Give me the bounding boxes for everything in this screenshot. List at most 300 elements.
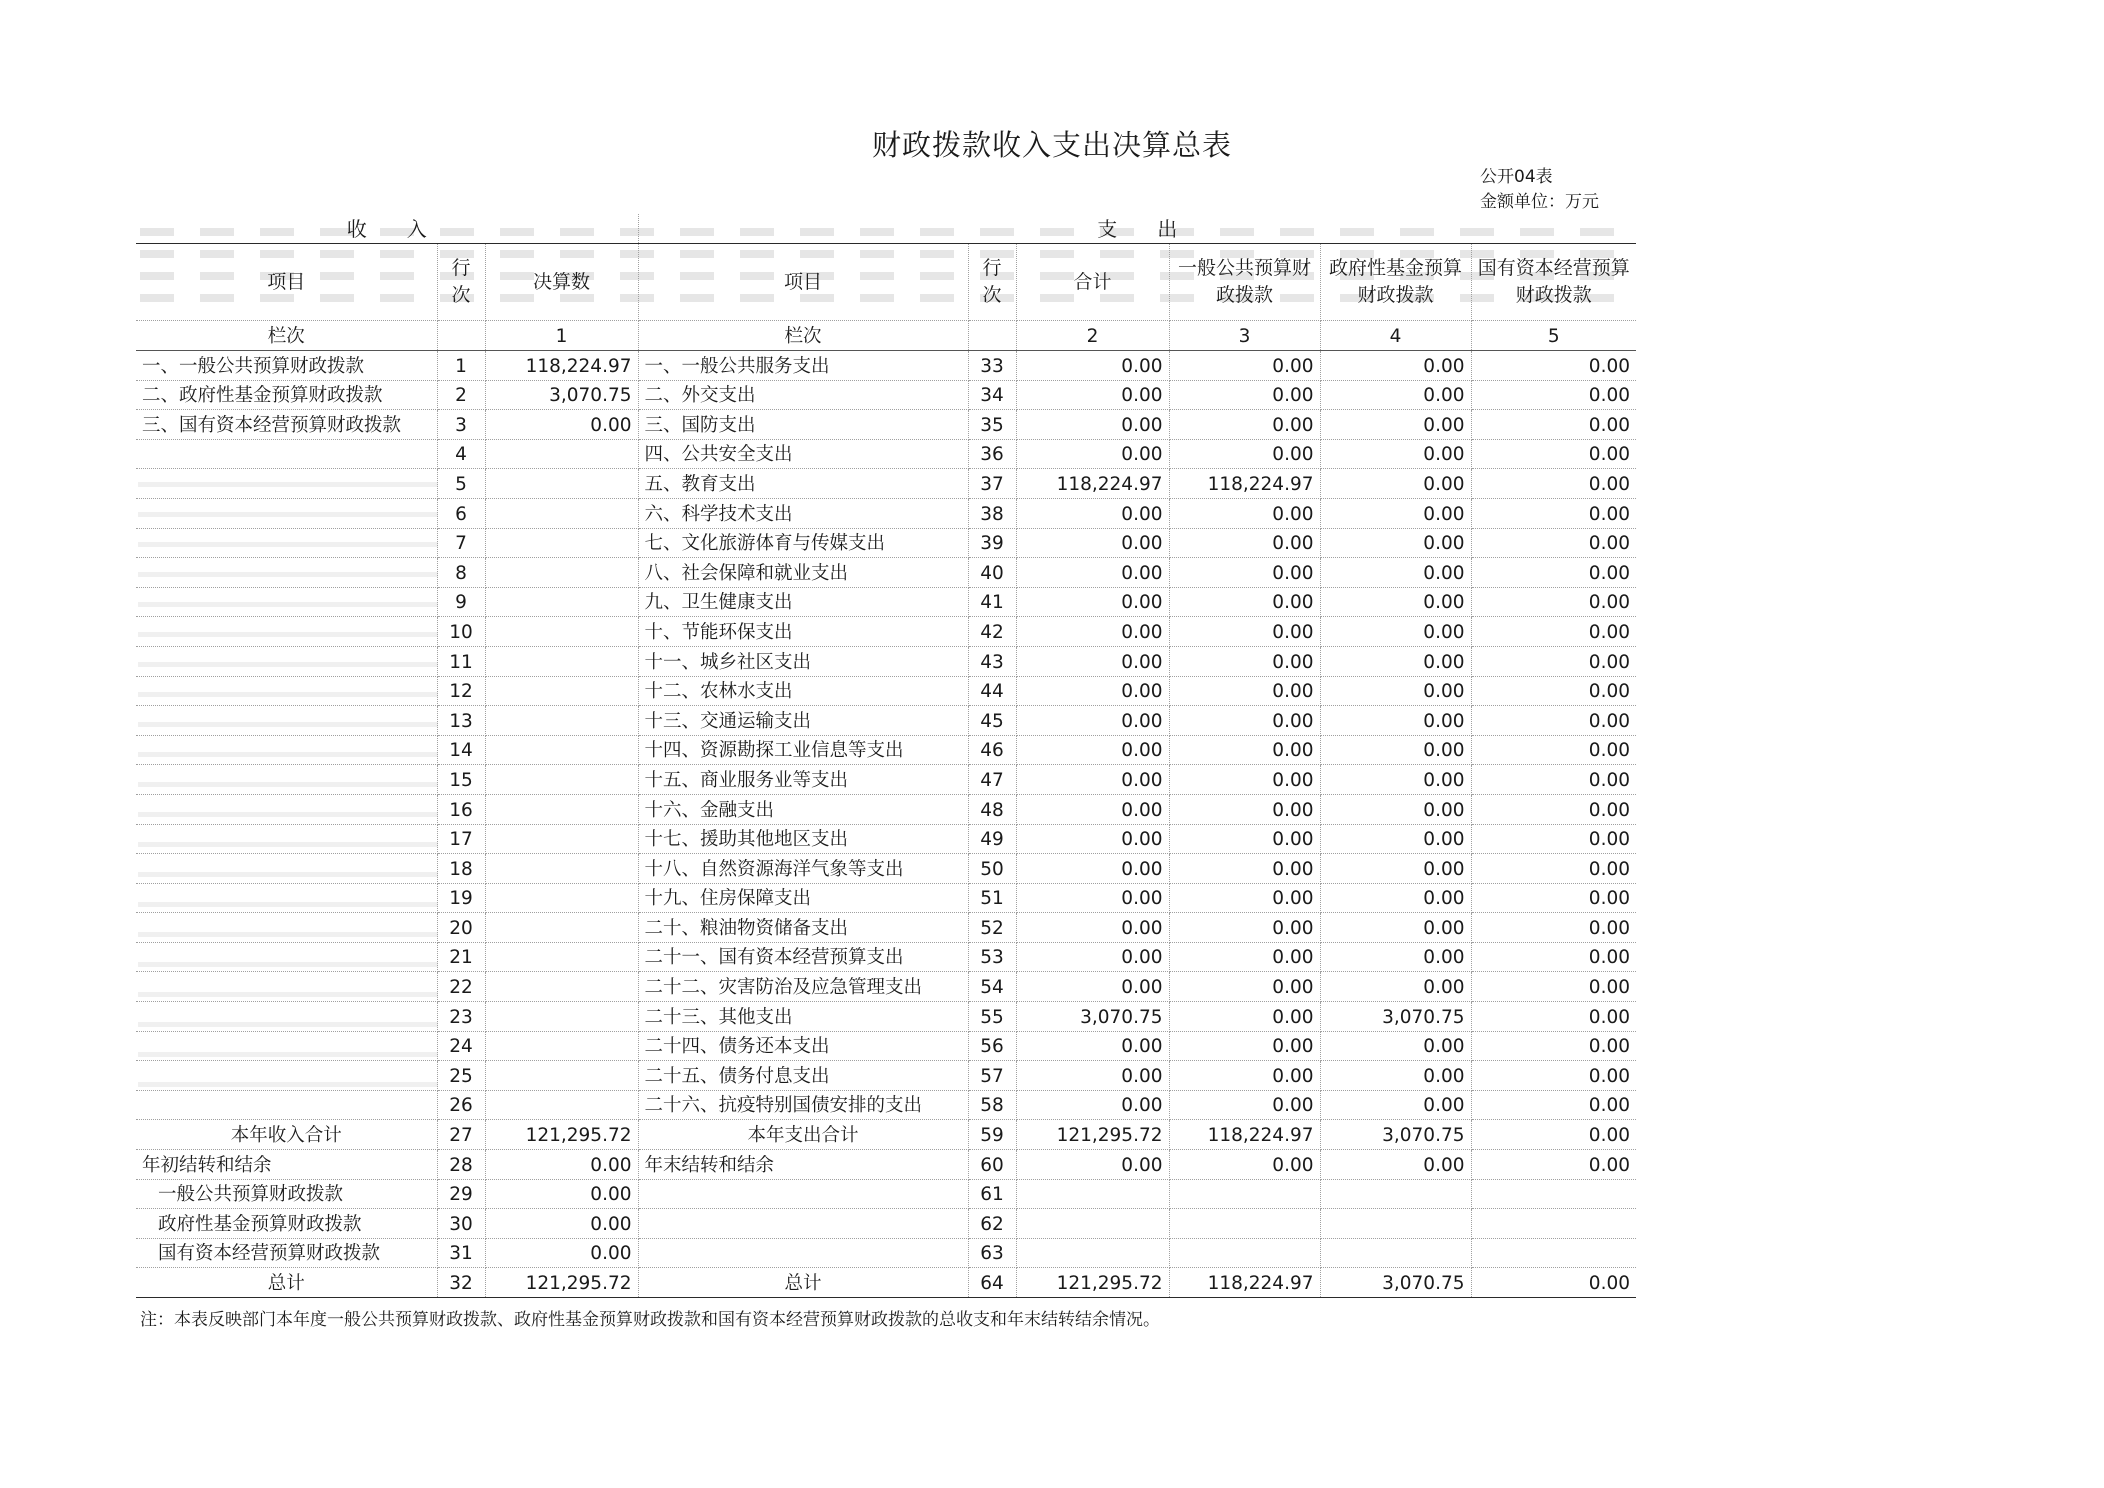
expense-row-number: 51 — [968, 883, 1016, 913]
section-header-row — [136, 214, 1636, 244]
expense-total: 0.00 — [1016, 913, 1169, 943]
income-amount — [485, 498, 638, 528]
expense-total — [1016, 1179, 1169, 1209]
expense-item: 二、外交支出 — [638, 380, 968, 410]
state-capital-amount: 0.00 — [1471, 1090, 1636, 1120]
general-budget-amount: 0.00 — [1169, 380, 1320, 410]
income-item — [136, 913, 437, 943]
gov-fund-amount: 3,070.75 — [1320, 1120, 1471, 1150]
income-row-number: 1 — [437, 351, 485, 381]
table-row — [136, 1002, 1636, 1032]
expense-item: 一、一般公共服务支出 — [638, 351, 968, 381]
table-row — [136, 1120, 1636, 1150]
general-budget-amount: 0.00 — [1169, 676, 1320, 706]
income-item — [136, 706, 437, 736]
general-budget-amount: 118,224.97 — [1169, 1268, 1320, 1298]
state-capital-amount — [1471, 1179, 1636, 1209]
gov-fund-amount: 3,070.75 — [1320, 1268, 1471, 1298]
expense-total: 0.00 — [1016, 676, 1169, 706]
table-row — [136, 498, 1636, 528]
expense-row-number: 37 — [968, 469, 1016, 499]
expense-item-header: 项目 — [638, 244, 968, 321]
general-budget-amount: 0.00 — [1169, 706, 1320, 736]
table-row — [136, 439, 1636, 469]
income-item: 政府性基金预算财政拨款 — [136, 1209, 437, 1239]
income-row-number: 11 — [437, 646, 485, 676]
income-amount — [485, 824, 638, 854]
table-row — [136, 646, 1636, 676]
table-row — [136, 587, 1636, 617]
expense-total — [1016, 1209, 1169, 1239]
gov-fund-amount: 0.00 — [1320, 972, 1471, 1002]
income-col-label: 栏次 — [136, 321, 437, 351]
expense-row-number: 50 — [968, 854, 1016, 884]
table-row — [136, 824, 1636, 854]
table-row — [136, 854, 1636, 884]
income-amount — [485, 646, 638, 676]
expense-row-number: 36 — [968, 439, 1016, 469]
table-row — [136, 380, 1636, 410]
income-row-number: 24 — [437, 1031, 485, 1061]
expense-row-number: 58 — [968, 1090, 1016, 1120]
expense-row-header: 行次 — [968, 244, 1016, 321]
expense-item: 十五、商业服务业等支出 — [638, 765, 968, 795]
expense-row-number: 39 — [968, 528, 1016, 558]
expense-total: 0.00 — [1016, 439, 1169, 469]
general-budget-amount — [1169, 1209, 1320, 1239]
expense-row-number: 56 — [968, 1031, 1016, 1061]
income-row-number: 16 — [437, 794, 485, 824]
expense-item: 十二、农林水支出 — [638, 676, 968, 706]
expense-section-label: 支 出 — [638, 214, 1636, 244]
income-amount: 0.00 — [485, 1238, 638, 1268]
expense-total — [1016, 1238, 1169, 1268]
state-capital-amount: 0.00 — [1471, 617, 1636, 647]
expense-total: 0.00 — [1016, 854, 1169, 884]
table-row — [136, 1061, 1636, 1091]
income-item: 一、一般公共预算财政拨款 — [136, 351, 437, 381]
table-row — [136, 558, 1636, 588]
general-budget-amount: 0.00 — [1169, 824, 1320, 854]
gov-fund-amount — [1320, 1238, 1471, 1268]
expense-total: 0.00 — [1016, 794, 1169, 824]
income-amount — [485, 1061, 638, 1091]
gov-fund-amount: 0.00 — [1320, 528, 1471, 558]
gov-fund-amount: 0.00 — [1320, 380, 1471, 410]
income-item — [136, 646, 437, 676]
income-row-number: 28 — [437, 1150, 485, 1180]
col-number-2: 2 — [1016, 321, 1169, 351]
income-item — [136, 558, 437, 588]
expense-item: 二十五、债务付息支出 — [638, 1061, 968, 1091]
general-budget-amount: 0.00 — [1169, 1031, 1320, 1061]
income-row-number: 25 — [437, 1061, 485, 1091]
table-row — [136, 1179, 1636, 1209]
expense-item: 十三、交通运输支出 — [638, 706, 968, 736]
general-budget-amount: 0.00 — [1169, 528, 1320, 558]
income-item: 一般公共预算财政拨款 — [136, 1179, 437, 1209]
gov-fund-amount: 0.00 — [1320, 410, 1471, 440]
state-capital-amount: 0.00 — [1471, 528, 1636, 558]
state-capital-amount: 0.00 — [1471, 1031, 1636, 1061]
expense-total: 0.00 — [1016, 1061, 1169, 1091]
expense-item: 十九、住房保障支出 — [638, 883, 968, 913]
income-amount — [485, 1031, 638, 1061]
income-amount — [485, 706, 638, 736]
expense-item: 五、教育支出 — [638, 469, 968, 499]
income-section-label: 收 入 — [136, 214, 638, 244]
general-budget-amount: 0.00 — [1169, 883, 1320, 913]
expense-total: 0.00 — [1016, 351, 1169, 381]
income-amount — [485, 587, 638, 617]
income-amount-header: 决算数 — [485, 244, 638, 321]
income-amount: 0.00 — [485, 410, 638, 440]
income-row-number: 29 — [437, 1179, 485, 1209]
expense-total: 0.00 — [1016, 765, 1169, 795]
expense-row-number: 40 — [968, 558, 1016, 588]
income-amount — [485, 1090, 638, 1120]
expense-item: 六、科学技术支出 — [638, 498, 968, 528]
income-amount: 3,070.75 — [485, 380, 638, 410]
income-item — [136, 676, 437, 706]
gov-fund-amount: 0.00 — [1320, 646, 1471, 676]
state-capital-amount: 0.00 — [1471, 735, 1636, 765]
expense-item: 二十四、债务还本支出 — [638, 1031, 968, 1061]
income-row-number: 19 — [437, 883, 485, 913]
expense-row-number: 45 — [968, 706, 1016, 736]
expense-total: 0.00 — [1016, 942, 1169, 972]
state-capital-amount: 0.00 — [1471, 1268, 1636, 1298]
expense-row-number: 41 — [968, 587, 1016, 617]
state-capital-amount: 0.00 — [1471, 913, 1636, 943]
expense-total: 121,295.72 — [1016, 1120, 1169, 1150]
gov-fund-amount: 0.00 — [1320, 854, 1471, 884]
general-budget-amount: 118,224.97 — [1169, 1120, 1320, 1150]
income-row-number: 17 — [437, 824, 485, 854]
gov-fund-amount: 0.00 — [1320, 1150, 1471, 1180]
gov-fund-amount: 0.00 — [1320, 942, 1471, 972]
income-row-number: 14 — [437, 735, 485, 765]
gov-fund-amount: 3,070.75 — [1320, 1002, 1471, 1032]
income-item: 年初结转和结余 — [136, 1150, 437, 1180]
general-budget-amount: 0.00 — [1169, 972, 1320, 1002]
general-budget-amount: 0.00 — [1169, 617, 1320, 647]
income-row-number: 2 — [437, 380, 485, 410]
gov-fund-amount: 0.00 — [1320, 1090, 1471, 1120]
income-item — [136, 824, 437, 854]
income-row-number: 6 — [437, 498, 485, 528]
page-title: 财政拨款收入支出决算总表 — [871, 128, 1232, 162]
expense-row-number: 42 — [968, 617, 1016, 647]
gov-fund-amount: 0.00 — [1320, 558, 1471, 588]
gov-fund-amount: 0.00 — [1320, 469, 1471, 499]
expense-item: 十、节能环保支出 — [638, 617, 968, 647]
expense-item: 七、文化旅游体育与传媒支出 — [638, 528, 968, 558]
income-amount: 0.00 — [485, 1150, 638, 1180]
expense-total: 0.00 — [1016, 410, 1169, 440]
column-number-row — [136, 321, 1636, 351]
general-budget-amount: 0.00 — [1169, 1150, 1320, 1180]
expense-row-number: 64 — [968, 1268, 1016, 1298]
general-budget-amount: 0.00 — [1169, 410, 1320, 440]
expense-row-number: 43 — [968, 646, 1016, 676]
state-capital-amount: 0.00 — [1471, 380, 1636, 410]
income-item: 国有资本经营预算财政拨款 — [136, 1238, 437, 1268]
expense-item: 二十二、灾害防治及应急管理支出 — [638, 972, 968, 1002]
income-amount — [485, 617, 638, 647]
income-amount — [485, 558, 638, 588]
state-capital-amount: 0.00 — [1471, 646, 1636, 676]
state-capital-amount: 0.00 — [1471, 587, 1636, 617]
expense-item: 十四、资源勘探工业信息等支出 — [638, 735, 968, 765]
expense-item: 八、社会保障和就业支出 — [638, 558, 968, 588]
income-amount — [485, 942, 638, 972]
income-row-number: 9 — [437, 587, 485, 617]
state-capital-amount: 0.00 — [1471, 351, 1636, 381]
expense-total: 0.00 — [1016, 883, 1169, 913]
gov-fund-amount: 0.00 — [1320, 706, 1471, 736]
state-capital-amount: 0.00 — [1471, 854, 1636, 884]
expense-item: 十八、自然资源海洋气象等支出 — [638, 854, 968, 884]
expense-total: 0.00 — [1016, 646, 1169, 676]
income-amount — [485, 972, 638, 1002]
income-item — [136, 1002, 437, 1032]
expense-total: 0.00 — [1016, 558, 1169, 588]
expense-total: 0.00 — [1016, 587, 1169, 617]
column-header-row — [136, 244, 1636, 321]
income-item — [136, 794, 437, 824]
income-row-number: 10 — [437, 617, 485, 647]
table-row — [136, 617, 1636, 647]
expense-col-blank — [968, 321, 1016, 351]
table-row — [136, 706, 1636, 736]
income-item — [136, 439, 437, 469]
income-amount — [485, 913, 638, 943]
income-amount: 121,295.72 — [485, 1268, 638, 1298]
general-budget-amount — [1169, 1179, 1320, 1209]
expense-item: 三、国防支出 — [638, 410, 968, 440]
gov-fund-amount: 0.00 — [1320, 351, 1471, 381]
general-budget-amount: 0.00 — [1169, 439, 1320, 469]
gov-fund-amount — [1320, 1209, 1471, 1239]
expense-total: 0.00 — [1016, 617, 1169, 647]
income-item-header: 项目 — [136, 244, 437, 321]
expense-row-number: 44 — [968, 676, 1016, 706]
income-item: 本年收入合计 — [136, 1120, 437, 1150]
general-budget-amount: 0.00 — [1169, 765, 1320, 795]
expense-total: 0.00 — [1016, 1150, 1169, 1180]
income-row-number: 13 — [437, 706, 485, 736]
income-row-number: 5 — [437, 469, 485, 499]
table-row — [136, 972, 1636, 1002]
income-amount: 118,224.97 — [485, 351, 638, 381]
col-number-4: 4 — [1320, 321, 1471, 351]
expense-row-number: 57 — [968, 1061, 1016, 1091]
income-item — [136, 854, 437, 884]
expense-row-number: 55 — [968, 1002, 1016, 1032]
general-budget-amount: 0.00 — [1169, 558, 1320, 588]
income-row-header: 行次 — [437, 244, 485, 321]
gov-fund-amount: 0.00 — [1320, 765, 1471, 795]
expense-item: 年末结转和结余 — [638, 1150, 968, 1180]
income-col-blank — [437, 321, 485, 351]
income-item — [136, 617, 437, 647]
expense-total: 0.00 — [1016, 498, 1169, 528]
income-amount — [485, 765, 638, 795]
expense-row-number: 61 — [968, 1179, 1016, 1209]
table-row — [136, 469, 1636, 499]
income-row-number: 30 — [437, 1209, 485, 1239]
income-row-number: 32 — [437, 1268, 485, 1298]
expense-row-number: 47 — [968, 765, 1016, 795]
expense-row-number: 48 — [968, 794, 1016, 824]
expense-row-number: 38 — [968, 498, 1016, 528]
state-capital-amount: 0.00 — [1471, 439, 1636, 469]
table-row — [136, 676, 1636, 706]
income-item — [136, 883, 437, 913]
general-budget-amount: 0.00 — [1169, 913, 1320, 943]
expense-row-number: 62 — [968, 1209, 1016, 1239]
general-budget-amount: 0.00 — [1169, 498, 1320, 528]
state-capital-amount: 0.00 — [1471, 1150, 1636, 1180]
state-capital-header: 国有资本经营预算财政拨款 — [1471, 244, 1636, 321]
expense-total: 0.00 — [1016, 1031, 1169, 1061]
table-row — [136, 794, 1636, 824]
expense-col-label: 栏次 — [638, 321, 968, 351]
income-amount — [485, 439, 638, 469]
expense-row-number: 52 — [968, 913, 1016, 943]
general-budget-amount: 0.00 — [1169, 1002, 1320, 1032]
general-budget-header: 一般公共预算财政拨款 — [1169, 244, 1320, 321]
income-item — [136, 765, 437, 795]
expense-total: 0.00 — [1016, 972, 1169, 1002]
income-amount: 0.00 — [485, 1179, 638, 1209]
table-row — [136, 1150, 1636, 1180]
gov-fund-amount: 0.00 — [1320, 794, 1471, 824]
expense-total: 0.00 — [1016, 528, 1169, 558]
income-row-number: 20 — [437, 913, 485, 943]
income-item — [136, 587, 437, 617]
expense-item: 二十六、抗疫特别国债安排的支出 — [638, 1090, 968, 1120]
income-item: 三、国有资本经营预算财政拨款 — [136, 410, 437, 440]
state-capital-amount: 0.00 — [1471, 824, 1636, 854]
state-capital-amount: 0.00 — [1471, 942, 1636, 972]
gov-fund-amount: 0.00 — [1320, 913, 1471, 943]
state-capital-amount: 0.00 — [1471, 410, 1636, 440]
gov-fund-amount — [1320, 1179, 1471, 1209]
table-row — [136, 410, 1636, 440]
income-amount — [485, 735, 638, 765]
table-row — [136, 1268, 1636, 1298]
expense-total: 0.00 — [1016, 735, 1169, 765]
income-amount: 0.00 — [485, 1209, 638, 1239]
income-amount — [485, 794, 638, 824]
footnote: 注：本表反映部门本年度一般公共预算财政拨款、政府性基金预算财政拨款和国有资本经营预算财政拨款的总收支和年末结转结余情况。 — [140, 1310, 1160, 1330]
expense-row-number: 53 — [968, 942, 1016, 972]
table-row — [136, 1031, 1636, 1061]
expense-item: 二十三、其他支出 — [638, 1002, 968, 1032]
expense-row-number: 49 — [968, 824, 1016, 854]
expense-row-number: 59 — [968, 1120, 1016, 1150]
income-row-number: 18 — [437, 854, 485, 884]
income-amount — [485, 883, 638, 913]
expense-row-number: 54 — [968, 972, 1016, 1002]
income-row-number: 4 — [437, 439, 485, 469]
state-capital-amount: 0.00 — [1471, 676, 1636, 706]
table-row — [136, 942, 1636, 972]
gov-fund-amount: 0.00 — [1320, 676, 1471, 706]
income-row-number: 15 — [437, 765, 485, 795]
income-amount — [485, 676, 638, 706]
income-item — [136, 1090, 437, 1120]
general-budget-amount: 0.00 — [1169, 735, 1320, 765]
expense-row-number: 34 — [968, 380, 1016, 410]
income-row-number: 22 — [437, 972, 485, 1002]
table-row — [136, 913, 1636, 943]
state-capital-amount: 0.00 — [1471, 558, 1636, 588]
general-budget-amount: 0.00 — [1169, 646, 1320, 676]
gov-fund-amount: 0.00 — [1320, 1031, 1471, 1061]
expense-item: 本年支出合计 — [638, 1120, 968, 1150]
expense-item: 十六、金融支出 — [638, 794, 968, 824]
expense-item: 十七、援助其他地区支出 — [638, 824, 968, 854]
state-capital-amount: 0.00 — [1471, 469, 1636, 499]
income-amount — [485, 1002, 638, 1032]
income-item — [136, 469, 437, 499]
income-row-number: 23 — [437, 1002, 485, 1032]
gov-fund-header: 政府性基金预算财政拨款 — [1320, 244, 1471, 321]
income-item — [136, 528, 437, 558]
gov-fund-amount: 0.00 — [1320, 439, 1471, 469]
gov-fund-amount: 0.00 — [1320, 617, 1471, 647]
state-capital-amount: 0.00 — [1471, 498, 1636, 528]
state-capital-amount: 0.00 — [1471, 765, 1636, 795]
general-budget-amount: 0.00 — [1169, 942, 1320, 972]
expense-item: 二十、粮油物资储备支出 — [638, 913, 968, 943]
table-row — [136, 351, 1636, 381]
income-amount — [485, 528, 638, 558]
state-capital-amount — [1471, 1209, 1636, 1239]
expense-total: 118,224.97 — [1016, 469, 1169, 499]
table-row — [136, 1238, 1636, 1268]
income-item: 总计 — [136, 1268, 437, 1298]
gov-fund-amount: 0.00 — [1320, 824, 1471, 854]
expense-total: 0.00 — [1016, 824, 1169, 854]
income-item — [136, 1061, 437, 1091]
table-row — [136, 528, 1636, 558]
general-budget-amount: 0.00 — [1169, 854, 1320, 884]
income-item — [136, 942, 437, 972]
income-row-number: 21 — [437, 942, 485, 972]
state-capital-amount: 0.00 — [1471, 883, 1636, 913]
state-capital-amount: 0.00 — [1471, 1061, 1636, 1091]
state-capital-amount: 0.00 — [1471, 972, 1636, 1002]
gov-fund-amount: 0.00 — [1320, 498, 1471, 528]
expense-item — [638, 1179, 968, 1209]
expense-item — [638, 1238, 968, 1268]
income-amount — [485, 469, 638, 499]
income-row-number: 27 — [437, 1120, 485, 1150]
income-item — [136, 735, 437, 765]
state-capital-amount: 0.00 — [1471, 1002, 1636, 1032]
state-capital-amount — [1471, 1238, 1636, 1268]
table-row — [136, 735, 1636, 765]
expense-item: 九、卫生健康支出 — [638, 587, 968, 617]
income-row-number: 7 — [437, 528, 485, 558]
expense-row-number: 63 — [968, 1238, 1016, 1268]
expense-total: 3,070.75 — [1016, 1002, 1169, 1032]
fiscal-summary-table — [136, 214, 1636, 1298]
